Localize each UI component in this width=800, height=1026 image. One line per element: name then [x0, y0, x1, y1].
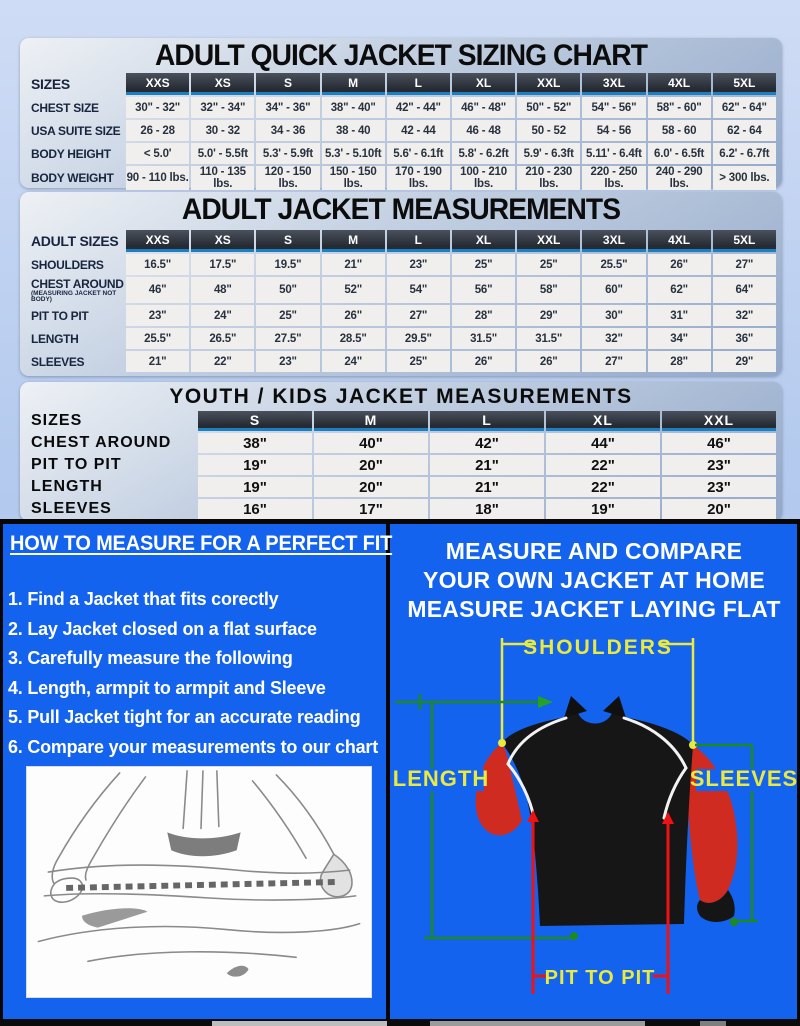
size-column-header: L [387, 230, 450, 252]
measure-step: 1. Find a Jacket that fits corectly [8, 588, 279, 609]
measurement-cell: 30" - 32" [126, 97, 189, 118]
measurement-cell: 50" - 52" [517, 97, 580, 118]
size-column-header: XXL [517, 73, 580, 95]
measurement-cell: 23" [662, 455, 776, 475]
how-to-measure-title: HOW TO MEASURE FOR A PERFECT FIT [10, 531, 393, 555]
youth-measurements-panel [20, 382, 782, 521]
table-row [26, 499, 776, 519]
row-label: SLEEVES [31, 354, 85, 369]
measurement-cell: 58" [517, 277, 580, 303]
measurement-cell: 50" [256, 277, 319, 303]
table-row [26, 305, 776, 326]
measurement-cell: 21" [322, 254, 385, 275]
size-column-header: XL [452, 73, 515, 95]
measurement-cell: 16" [198, 499, 312, 519]
size-column-header: XXS [126, 230, 189, 252]
size-column-header: XXS [126, 73, 189, 95]
measurement-cell: 26" [322, 305, 385, 326]
measurement-cell: 19" [198, 477, 312, 497]
size-column-header: 5XL [713, 230, 776, 252]
row-label: LENGTH [31, 331, 79, 346]
row-header-label: SIZES [31, 76, 70, 92]
shoulders-label: SHOULDERS [523, 636, 673, 659]
length-label: LENGTH [392, 766, 490, 791]
measurement-cell: 20" [314, 477, 428, 497]
row-sublabel: (MEASURING JACKET NOT BODY) [31, 290, 117, 303]
measurement-cell: 34" - 36" [256, 97, 319, 118]
measure-step: 6. Compare your measurements to our chart [8, 735, 379, 757]
measurement-cell: 32" [713, 305, 776, 326]
measurement-cell: 26 - 28 [126, 120, 189, 141]
size-column-header: XL [546, 411, 660, 431]
measurement-cell: 46" - 48" [452, 97, 515, 118]
measurement-cell: 27.5" [256, 328, 319, 349]
measurement-cell: 21" [430, 455, 544, 475]
table-row [26, 143, 776, 164]
measurement-cell: 120 - 150 lbs. [256, 166, 319, 190]
measurement-cell: 17" [314, 499, 428, 519]
measurement-cell: 5.0' - 5.5ft [191, 143, 254, 164]
size-column-header: M [322, 73, 385, 95]
measurement-cell: 170 - 190 lbs. [387, 166, 450, 190]
measurement-cell: 24" [322, 351, 385, 372]
measurement-cell: 31.5" [517, 328, 580, 349]
adult-sizing-chart-panel [20, 38, 782, 188]
measurement-cell: 38 - 40 [322, 120, 385, 141]
row-label: SLEEVES [31, 500, 112, 517]
size-column-header: 4XL [648, 73, 711, 95]
measurement-cell: 5.6' - 6.1ft [387, 143, 450, 164]
row-label: CHEST AROUND (MEASURING JACKET NOT BODY) [31, 277, 124, 303]
measurement-cell: 150 - 150 lbs. [322, 166, 385, 190]
measuring-illustration [26, 766, 372, 998]
youth-measurements-table [24, 409, 778, 521]
measurement-cell: 42 - 44 [387, 120, 450, 141]
size-column-header: M [314, 411, 428, 431]
measurement-cell: 29" [713, 351, 776, 372]
measurement-cell: 34 - 36 [256, 120, 319, 141]
size-header-row [26, 411, 776, 431]
measurement-cell: 64" [713, 277, 776, 303]
measurement-cell: 30 - 32 [191, 120, 254, 141]
table-row [26, 97, 776, 118]
measurement-cell: 50 - 52 [517, 120, 580, 141]
measurement-cell: 23" [662, 477, 776, 497]
size-column-header: 3XL [582, 230, 645, 252]
measurement-cell: 25" [517, 254, 580, 275]
measurement-cell: 23" [256, 351, 319, 372]
measurement-cell: 62 - 64 [713, 120, 776, 141]
measurement-cell: 6.2' - 6.7ft [713, 143, 776, 164]
measurement-cell: 21" [430, 477, 544, 497]
measurement-cell: 100 - 210 lbs. [452, 166, 515, 190]
measurement-cell: 22" [546, 477, 660, 497]
measurement-cell: 32" [582, 328, 645, 349]
jacket-measure-diagram [390, 628, 800, 1018]
measurement-cell: 52" [322, 277, 385, 303]
size-column-header: 4XL [648, 230, 711, 252]
measure-step: 5. Pull Jacket tight for an accurate reading [8, 706, 361, 727]
tape-measure [66, 882, 336, 888]
measurement-cell: 42" - 44" [387, 97, 450, 118]
size-column-header: XXL [517, 230, 580, 252]
measurement-cell: 28" [452, 305, 515, 326]
measurement-cell: 25" [256, 305, 319, 326]
measure-step: 2. Lay Jacket closed on a flat surface [8, 617, 317, 639]
measurement-cell: 27" [387, 305, 450, 326]
measurement-cell: 46" [126, 277, 189, 303]
measurement-cell: 31.5" [452, 328, 515, 349]
measurement-cell: 26.5" [191, 328, 254, 349]
size-column-header: M [322, 230, 385, 252]
table-row [26, 277, 776, 303]
table-row [26, 166, 776, 190]
measurement-cell: 24" [191, 305, 254, 326]
measurement-cell: 38" [198, 433, 312, 453]
youth-measurements-title: YOUTH / KIDS JACKET MEASUREMENTS [169, 385, 633, 408]
measurement-cell: 29" [517, 305, 580, 326]
size-column-header: S [198, 411, 312, 431]
measure-compare-heading [392, 537, 796, 624]
measure-compare-heading-line: YOUR OWN JACKET AT HOME [423, 567, 765, 593]
measure-step: 3. Carefully measure the following [8, 647, 293, 668]
measurement-cell: 26" [517, 351, 580, 372]
measurement-cell: 22" [191, 351, 254, 372]
measure-compare-heading-line: MEASURE AND COMPARE [445, 538, 743, 564]
measurement-cell: < 5.0' [126, 143, 189, 164]
measurement-cell: 20" [314, 455, 428, 475]
row-label: USA SUITE SIZE [31, 123, 121, 138]
measurement-cell: 42" [430, 433, 544, 453]
size-column-header: S [256, 230, 319, 252]
measurement-cell: 5.11' - 6.4ft [582, 143, 645, 164]
measurement-cell: 21" [126, 351, 189, 372]
size-column-header: 5XL [713, 73, 776, 95]
size-column-header: 3XL [582, 73, 645, 95]
measure-step: 4. Length, armpit to armpit and Sleeve [8, 676, 326, 698]
measurement-cell: 20" [662, 499, 776, 519]
size-column-header: S [256, 73, 319, 95]
adult-measurements-table [24, 228, 778, 374]
size-column-header: L [430, 411, 544, 431]
table-row [26, 455, 776, 475]
measurement-cell: 34" [648, 328, 711, 349]
measurement-cell: 58" - 60" [648, 97, 711, 118]
measurement-cell: 44" [546, 433, 660, 453]
row-label: BODY HEIGHT [31, 146, 111, 161]
size-header-row [26, 73, 776, 95]
measurement-cell: 17.5" [191, 254, 254, 275]
measurement-cell: 48" [191, 277, 254, 303]
measurement-cell: 27" [582, 351, 645, 372]
measurement-cell: 31" [648, 305, 711, 326]
measurement-cell: 38" - 40" [322, 97, 385, 118]
measurement-cell: 40" [314, 433, 428, 453]
measurement-cell: 25" [387, 351, 450, 372]
table-row [26, 254, 776, 275]
measurement-cell: 62" - 64" [713, 97, 776, 118]
row-header-label: SIZES [31, 412, 83, 429]
measurement-cell: 54 - 56 [582, 120, 645, 141]
pit-to-pit-label: PIT TO PIT [544, 967, 656, 989]
adult-measurements-panel [20, 192, 782, 376]
measurement-cell: 62" [648, 277, 711, 303]
table-row [26, 477, 776, 497]
measurement-cell: 29.5" [387, 328, 450, 349]
row-label: BODY WEIGHT [31, 171, 114, 185]
measurement-cell: 46" [662, 433, 776, 453]
measurement-cell: 27" [713, 254, 776, 275]
adult-measurements-title: ADULT JACKET MEASUREMENTS [181, 193, 621, 226]
measurement-cell: 28" [648, 351, 711, 372]
measurement-cell: 25" [452, 254, 515, 275]
measurement-cell: 36" [713, 328, 776, 349]
measurement-cell: 5.9' - 6.3ft [517, 143, 580, 164]
measurement-cell: 6.0' - 6.5ft [648, 143, 711, 164]
measurement-cell: 90 - 110 lbs. [126, 166, 189, 190]
measurement-cell: 54" [387, 277, 450, 303]
measurement-cell: 46 - 48 [452, 120, 515, 141]
row-label: SHOULDERS [31, 257, 104, 272]
bottom-cutoff-segment [700, 1021, 726, 1026]
size-header-row [26, 230, 776, 252]
measurement-cell: 26" [452, 351, 515, 372]
measurement-cell: 19" [198, 455, 312, 475]
adult-sizing-chart-title: ADULT QUICK JACKET SIZING CHART [154, 39, 648, 72]
measurement-cell: > 300 lbs. [713, 166, 776, 190]
table-row [26, 328, 776, 349]
measurement-cell: 58 - 60 [648, 120, 711, 141]
measuring-sketch [27, 767, 371, 997]
measurement-cell: 210 - 230 lbs. [517, 166, 580, 190]
size-column-header: XL [452, 230, 515, 252]
row-label: PIT TO PIT [31, 456, 122, 473]
table-row [26, 433, 776, 453]
measurement-cell: 30" [582, 305, 645, 326]
sleeves-label: SLEEVES [689, 766, 799, 791]
jacket-graphic [476, 696, 738, 926]
measurement-cell: 5.3' - 5.10ft [322, 143, 385, 164]
measurement-cell: 22" [546, 455, 660, 475]
measurement-cell: 26" [648, 254, 711, 275]
measurement-cell: 5.3' - 5.9ft [256, 143, 319, 164]
table-row [26, 351, 776, 372]
row-label: CHEST SIZE [31, 100, 99, 115]
bottom-cutoff-segment [212, 1021, 387, 1026]
measurement-cell: 60" [582, 277, 645, 303]
measurement-cell: 220 - 250 lbs. [582, 166, 645, 190]
table-row [26, 120, 776, 141]
row-label: LENGTH [31, 478, 103, 495]
size-column-header: XXL [662, 411, 776, 431]
measurement-cell: 56" [452, 277, 515, 303]
measurement-cell: 240 - 290 lbs. [648, 166, 711, 190]
bottom-cutoff-strip [0, 1019, 800, 1026]
measurement-cell: 23" [126, 305, 189, 326]
measurement-cell: 5.8' - 6.2ft [452, 143, 515, 164]
measure-steps-list [8, 584, 379, 761]
row-header-label: ADULT SIZES [31, 233, 119, 249]
measurement-cell: 54" - 56" [582, 97, 645, 118]
measurement-cell: 25.5" [126, 328, 189, 349]
row-label: PIT TO PIT [31, 308, 89, 323]
bottom-cutoff-segment [430, 1021, 645, 1026]
size-column-header: L [387, 73, 450, 95]
size-column-header: XS [191, 73, 254, 95]
measurement-cell: 16.5" [126, 254, 189, 275]
measure-compare-heading-line: MEASURE JACKET LAYING FLAT [407, 596, 781, 622]
measurement-cell: 19.5" [256, 254, 319, 275]
measurement-cell: 110 - 135 lbs. [191, 166, 254, 190]
measurement-cell: 28.5" [322, 328, 385, 349]
measurement-cell: 25.5" [582, 254, 645, 275]
adult-sizing-chart-table [24, 71, 778, 192]
row-label: CHEST AROUND [31, 434, 172, 451]
size-column-header: XS [191, 230, 254, 252]
measurement-cell: 19" [546, 499, 660, 519]
measurement-cell: 32" - 34" [191, 97, 254, 118]
sketch-belt [167, 832, 240, 856]
measurement-cell: 23" [387, 254, 450, 275]
measurement-cell: 18" [430, 499, 544, 519]
